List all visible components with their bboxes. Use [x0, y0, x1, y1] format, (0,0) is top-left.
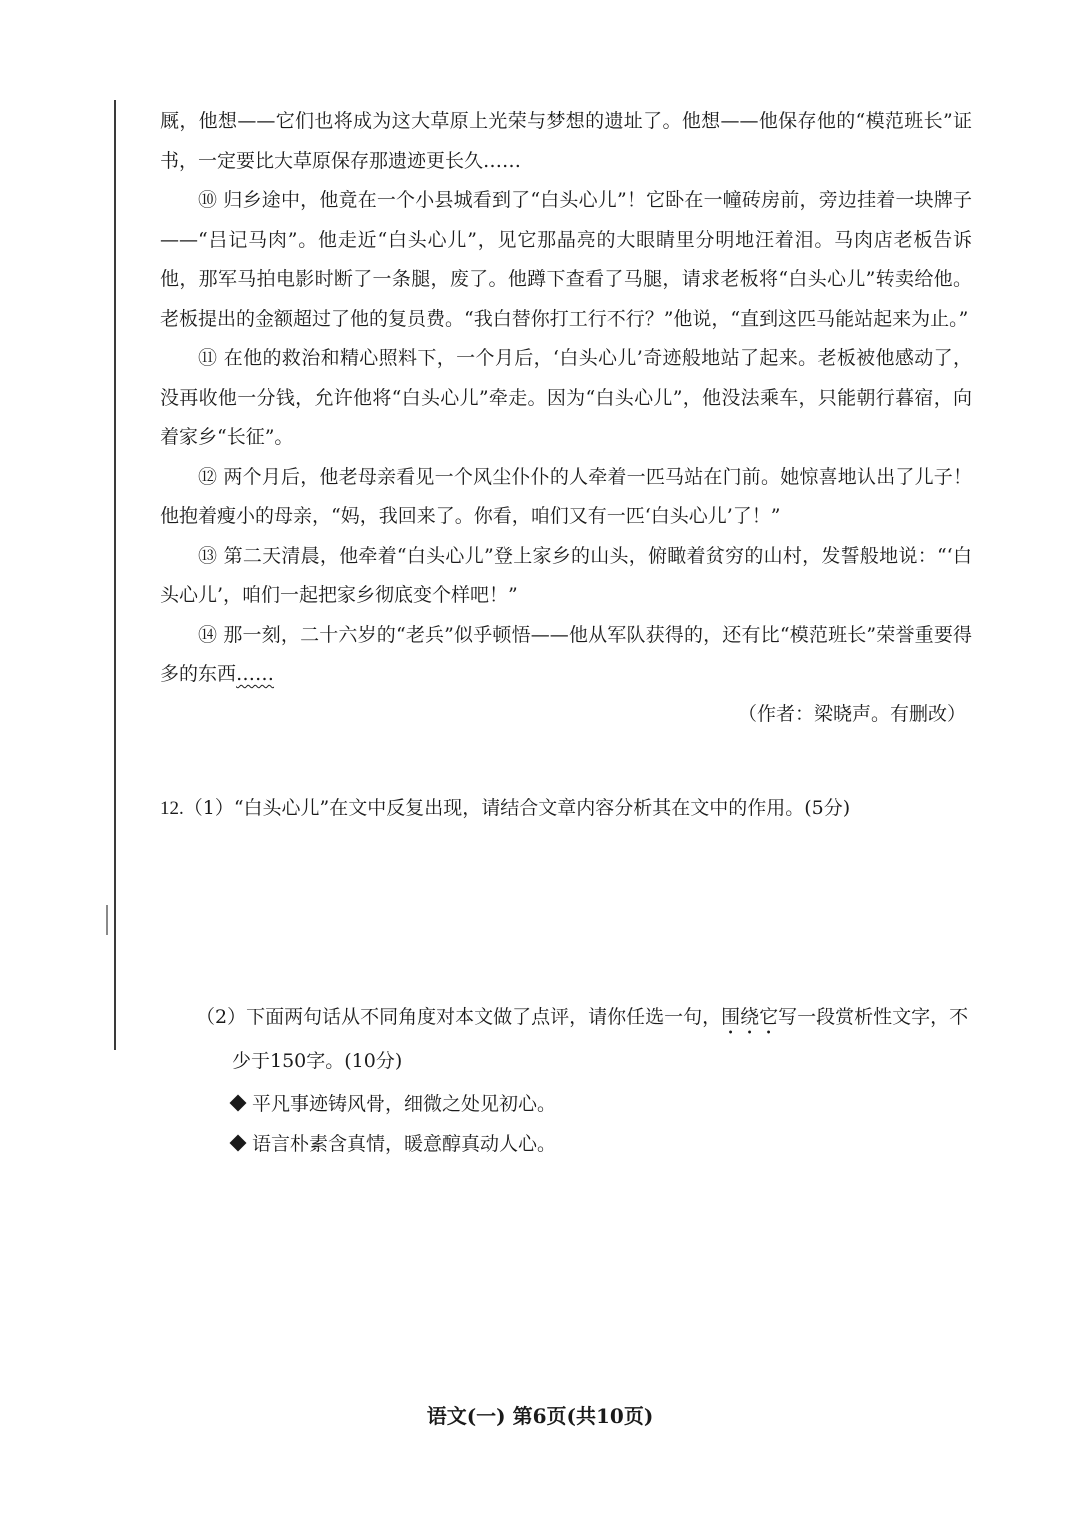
- emphasized-text: 围绕它: [721, 1006, 779, 1028]
- question-12-part-1: [160, 790, 972, 827]
- question-part-2-text-after: 写一段赏析性文字，不: [778, 1006, 969, 1028]
- diamond-bullet-icon: [230, 1095, 247, 1112]
- margin-binding-line: [114, 100, 116, 1050]
- passage-paragraph: ⑫ 两个月后，他老母亲看见一个风尘仆仆的人牵着一匹马站在门前。她惊喜地认出了儿子！他抱着瘦小的母亲，“妈，我回来了。你看，咱们又有一匹‘白头心儿’了！”: [160, 465, 972, 527]
- question-part-2-continuation: 少于150字。(10分): [232, 1050, 403, 1072]
- question-part-2-text-before: （2）下面两句话从不同角度对本文做了点评，请你任选一句，: [196, 1006, 722, 1028]
- wavy-underlined-ellipsis: ……: [236, 663, 275, 685]
- review-option-text: 平凡事迹铸风骨，细微之处见初心。: [252, 1093, 557, 1115]
- passage-paragraph: ⑩ 归乡途中，他竟在一个小县城看到了“白头心儿”！它卧在一幢砖房前，旁边挂着一块牌子——“吕记马肉”。他走近“白头心儿”，见它那晶亮的大眼睛里分明地汪着泪。马肉店老板告诉他，那军马拍电影时断了一条腿，废了。他蹲下查看了马腿，请求老板将“白头心儿”转卖给他。老板提出的金额超过了他的复员费。“我白替你打工行不行？”他说，“直到这匹马能站起来为止。”: [160, 189, 972, 330]
- review-option: [232, 1084, 932, 1124]
- question-12-part-2: [196, 995, 976, 1083]
- page-footer: 语文(一) 第6页(共10页): [426, 1404, 654, 1428]
- review-option-text: 语言朴素含真情，暖意醇真动人心。: [252, 1133, 557, 1155]
- review-options: [232, 1084, 932, 1164]
- passage-paragraph: ⑬ 第二天清晨，他牵着“白头心儿”登上家乡的山头，俯瞰着贫穷的山村，发誓般地说：“‘白头心儿’，咱们一起把家乡彻底变个样吧！”: [160, 544, 972, 606]
- author-note: （作者：梁晓声。有删改）: [737, 702, 966, 725]
- passage-paragraph: 厩，他想——它们也将成为这大草原上光荣与梦想的遗址了。他想——他保存他的“模范班长”证书，一定要比大草原保存那遗迹更长久……: [160, 110, 972, 172]
- passage-paragraph: ⑪ 在他的救治和精心照料下，一个月后，‘白头心儿’奇迹般地站了起来。老板被他感动了，没再收他一分钱，允许他将“白头心儿”牵走。因为“白头心儿”，他没法乘车，只能朝行暮宿，向着家乡“长征”。: [160, 347, 972, 448]
- diamond-bullet-icon: [230, 1135, 247, 1152]
- last-paragraph-text: ⑭ 那一刻，二十六岁的“老兵”似乎顿悟——他从军队获得的，还有比“模范班长”荣誉重要得多的东西: [160, 623, 972, 685]
- passage: [160, 102, 972, 734]
- question-number: 12.: [160, 798, 184, 819]
- margin-mark: [106, 905, 108, 935]
- question-part-1-text: （1）“白头心儿”在文中反复出现，请结合文章内容分析其在文中的作用。(5分): [183, 797, 851, 819]
- passage-paragraph-last: [160, 616, 972, 695]
- review-option: [232, 1124, 932, 1164]
